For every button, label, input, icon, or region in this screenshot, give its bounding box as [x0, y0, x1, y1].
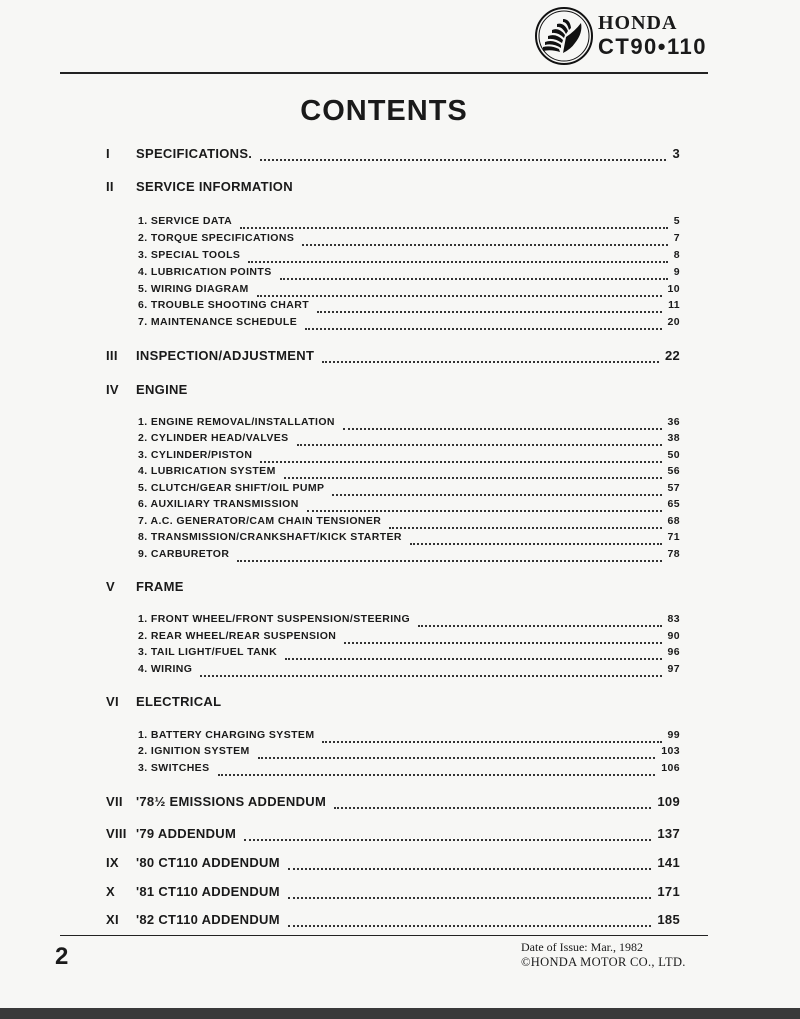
toc-dot-leader — [257, 295, 662, 297]
toc-page-number: 3 — [672, 146, 680, 161]
toc-page-number: 103 — [661, 745, 680, 757]
toc-entry-label: 4. WIRING — [138, 663, 193, 675]
toc-dot-leader — [288, 897, 651, 899]
toc-dot-leader — [285, 658, 662, 660]
toc-section-number: XI — [106, 912, 119, 927]
toc-entry-label: '79 ADDENDUM — [136, 826, 237, 841]
toc-section-row — [0, 146, 800, 164]
toc-section-number: II — [106, 179, 114, 194]
toc-entry-label: '82 CT110 ADDENDUM — [136, 912, 280, 927]
toc-page-number: 22 — [664, 348, 680, 363]
toc-subsection-row — [0, 531, 800, 549]
toc-dot-leader — [344, 642, 662, 644]
toc-dot-leader — [280, 278, 668, 280]
toc-dot-leader — [307, 510, 662, 512]
toc-dot-leader — [200, 675, 662, 677]
toc-section-row — [0, 694, 800, 712]
toc-page-number: 99 — [667, 729, 680, 741]
toc-dot-leader — [334, 807, 651, 809]
toc-page-number: 9 — [673, 266, 680, 278]
toc-dot-leader — [317, 311, 662, 313]
toc-entry-label: 2. CYLINDER HEAD/VALVES — [138, 432, 289, 444]
toc-entry-label: ELECTRICAL — [136, 694, 222, 709]
toc-section-row — [0, 179, 800, 197]
toc-entry-label: '78½ EMISSIONS ADDENDUM — [136, 794, 327, 809]
toc-section-number: I — [106, 146, 110, 161]
toc-dot-leader — [332, 494, 662, 496]
toc-entry-label: 5. CLUTCH/GEAR SHIFT/OIL PUMP — [138, 482, 325, 494]
toc-dot-leader — [389, 527, 662, 529]
toc-entry-label: 2. TORQUE SPECIFICATIONS — [138, 232, 295, 244]
toc-entry-label: 3. SWITCHES — [138, 762, 210, 774]
toc-page-number: 96 — [667, 646, 680, 658]
toc-entry-label: 4. LUBRICATION SYSTEM — [138, 465, 276, 477]
toc-dot-leader — [218, 774, 655, 776]
toc-section-row — [0, 826, 800, 844]
toc-page-number: 141 — [657, 855, 680, 870]
toc-dot-leader — [305, 328, 662, 330]
toc-page-number: 90 — [667, 630, 680, 642]
toc-subsection-row — [0, 299, 800, 317]
toc-entry-label: 8. TRANSMISSION/CRANKSHAFT/KICK STARTER — [138, 531, 402, 543]
toc-entry-label: '81 CT110 ADDENDUM — [136, 884, 280, 899]
toc-section-number: IV — [106, 382, 119, 397]
toc-dot-leader — [410, 543, 662, 545]
toc-entry-label: INSPECTION/ADJUSTMENT — [136, 348, 315, 363]
toc-page-number: 57 — [667, 482, 680, 494]
toc-entry-label: 5. WIRING DIAGRAM — [138, 283, 249, 295]
toc-page-number: 171 — [657, 884, 680, 899]
toc-dot-leader — [302, 244, 668, 246]
toc-page-number: 97 — [667, 663, 680, 675]
toc-dot-leader — [258, 757, 655, 759]
toc-entry-label: 7. MAINTENANCE SCHEDULE — [138, 316, 298, 328]
toc-entry-label: 4. LUBRICATION POINTS — [138, 266, 272, 278]
toc-entry-label: 6. TROUBLE SHOOTING CHART — [138, 299, 310, 311]
page-title: CONTENTS — [300, 95, 468, 127]
issue-date: Date of Issue: Mar., 1982 — [521, 940, 643, 954]
toc-subsection-row — [0, 266, 800, 284]
toc-dot-leader — [260, 461, 662, 463]
toc-page-number: 38 — [667, 432, 680, 444]
toc-page-number: 56 — [667, 465, 680, 477]
toc-section-number: X — [106, 884, 115, 899]
toc-dot-leader — [322, 741, 662, 743]
toc-subsection-row — [0, 316, 800, 334]
toc-dot-leader — [322, 361, 659, 363]
toc-subsection-row — [0, 432, 800, 450]
toc-page-number: 8 — [673, 249, 680, 261]
toc-section-number: V — [106, 579, 115, 594]
toc-entry-label: ENGINE — [136, 382, 188, 397]
toc-entry-label: 1. BATTERY CHARGING SYSTEM — [138, 729, 315, 741]
toc-section-row — [0, 382, 800, 400]
toc-page-number: 5 — [673, 215, 680, 227]
toc-section-row — [0, 912, 800, 930]
toc-entry-label: 1. SERVICE DATA — [138, 215, 233, 227]
toc-dot-leader — [240, 227, 668, 229]
toc-page-number: 137 — [657, 826, 680, 841]
toc-entry-label: FRAME — [136, 579, 184, 594]
toc-dot-leader — [297, 444, 662, 446]
toc-page-number: 20 — [667, 316, 680, 328]
toc-section-number: VI — [106, 694, 119, 709]
toc-page-number: 65 — [667, 498, 680, 510]
toc-entry-label: 6. AUXILIARY TRANSMISSION — [138, 498, 299, 510]
toc-subsection-row — [0, 498, 800, 516]
toc-page-number: 36 — [667, 416, 680, 428]
toc-entry-label: 3. SPECIAL TOOLS — [138, 249, 241, 261]
toc-subsection-row — [0, 465, 800, 483]
toc-entry-label: '80 CT110 ADDENDUM — [136, 855, 280, 870]
toc-section-number: III — [106, 348, 118, 363]
toc-subsection-row — [0, 548, 800, 566]
toc-dot-leader — [237, 560, 662, 562]
toc-subsection-row — [0, 613, 800, 631]
toc-page-number: 185 — [657, 912, 680, 927]
toc-page-number: 78 — [667, 548, 680, 560]
toc-page-number: 106 — [661, 762, 680, 774]
toc-entry-label: 3. TAIL LIGHT/FUEL TANK — [138, 646, 278, 658]
toc-page-number: 7 — [673, 232, 680, 244]
toc-dot-leader — [248, 261, 668, 263]
toc-entry-label: 7. A.C. GENERATOR/CAM CHAIN TENSIONER — [138, 515, 382, 527]
toc-section-row — [0, 794, 800, 812]
footer-rule — [60, 935, 708, 936]
toc-subsection-row — [0, 232, 800, 250]
toc-dot-leader — [244, 839, 651, 841]
toc-subsection-row — [0, 646, 800, 664]
toc-dot-leader — [343, 428, 662, 430]
toc-section-row — [0, 884, 800, 902]
page-number: 2 — [55, 943, 69, 970]
brand-name: HONDA — [598, 12, 678, 34]
toc-section-number: VII — [106, 794, 123, 809]
toc-dot-leader — [260, 159, 666, 161]
toc-section-row — [0, 348, 800, 366]
toc-section-row — [0, 855, 800, 873]
toc-entry-label: 3. CYLINDER/PISTON — [138, 449, 253, 461]
toc-entry-label: 2. REAR WHEEL/REAR SUSPENSION — [138, 630, 337, 642]
toc-subsection-row — [0, 215, 800, 233]
toc-subsection-row — [0, 249, 800, 267]
copyright-notice: ©HONDA MOTOR CO., LTD. — [521, 955, 686, 969]
toc-dot-leader — [418, 625, 662, 627]
toc-section-number: VIII — [106, 826, 127, 841]
toc-page-number: 11 — [668, 299, 680, 311]
toc-page-number: 71 — [667, 531, 680, 543]
toc-entry-label: 2. IGNITION SYSTEM — [138, 745, 250, 757]
toc-entry-label: 1. ENGINE REMOVAL/INSTALLATION — [138, 416, 335, 428]
toc-subsection-row — [0, 663, 800, 681]
toc-page-number: 83 — [667, 613, 680, 625]
toc-dot-leader — [284, 477, 662, 479]
toc-entry-label: SPECIFICATIONS. — [136, 146, 253, 161]
toc-entry-label: 9. CARBURETOR — [138, 548, 230, 560]
toc-subsection-row — [0, 745, 800, 763]
toc-section-row — [0, 579, 800, 597]
toc-dot-leader — [288, 868, 651, 870]
viewer-background — [0, 1008, 800, 1019]
toc-section-number: IX — [106, 855, 119, 870]
toc-subsection-row — [0, 762, 800, 780]
toc-page-number: 68 — [667, 515, 680, 527]
toc-entry-label: 1. FRONT WHEEL/FRONT SUSPENSION/STEERING — [138, 613, 411, 625]
toc-page-number: 109 — [657, 794, 680, 809]
toc-page-number: 10 — [667, 283, 680, 295]
model-name: CT90•110 — [598, 34, 707, 59]
toc-dot-leader — [288, 925, 651, 927]
toc-page-number: 50 — [667, 449, 680, 461]
toc-entry-label: SERVICE INFORMATION — [136, 179, 293, 194]
